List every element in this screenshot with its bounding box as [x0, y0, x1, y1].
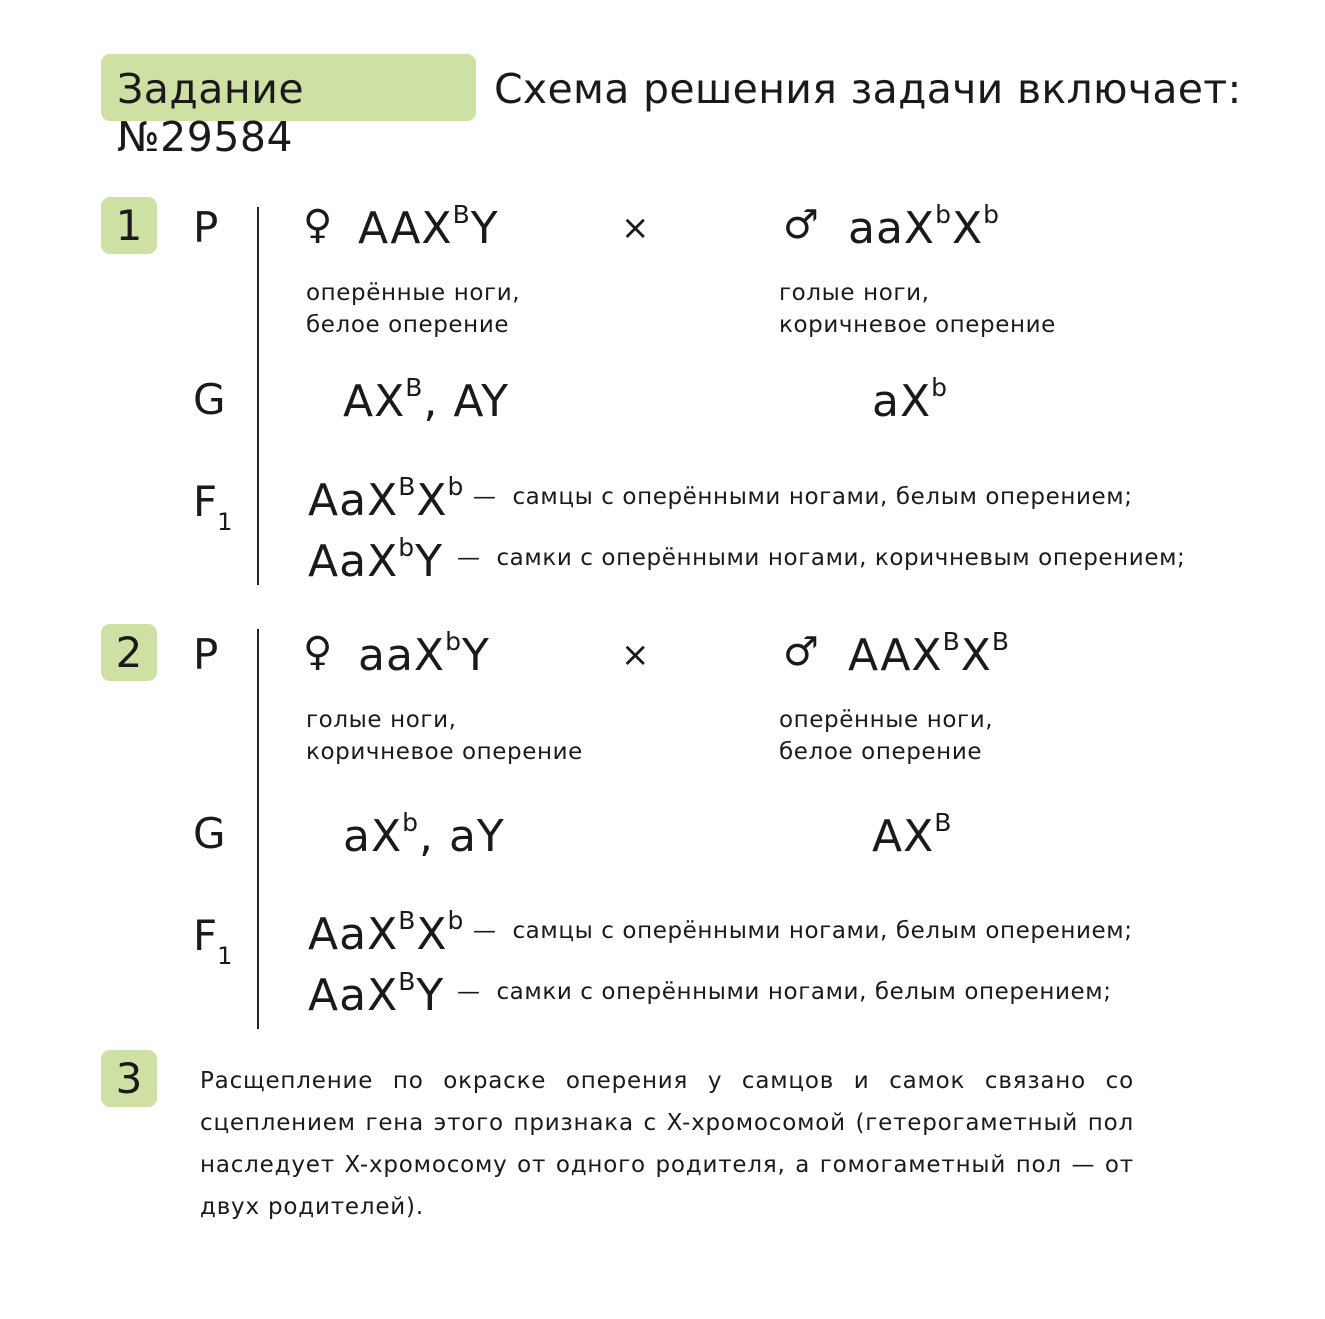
allele-superscript: b: [983, 200, 999, 229]
allele-superscript: B: [398, 906, 416, 935]
genotype-part: X: [951, 203, 984, 254]
allele-superscript: b: [402, 808, 418, 837]
genotype-part: X: [416, 909, 448, 960]
allele-superscript: b: [935, 200, 951, 229]
genotype-part: Y: [416, 970, 445, 1021]
allele-superscript: B: [398, 472, 416, 501]
offspring-text: самцы с оперёнными ногами, белым оперением;: [512, 484, 1133, 510]
phenotype-line: белое оперение: [306, 312, 510, 338]
offspring-label-sub: 1: [217, 942, 233, 970]
phenotype-line: белое оперение: [779, 739, 983, 765]
genotype-part: , AY: [423, 376, 509, 427]
phenotype-line: голые ноги,: [306, 707, 457, 733]
task-number-badge: [101, 54, 476, 161]
offspring-description: [457, 545, 1185, 571]
phenotype-line: коричневое оперение: [779, 312, 1056, 338]
genotype-part: X: [416, 475, 448, 526]
genotype-part: Y: [470, 203, 499, 254]
genotype-part: AAX: [848, 630, 943, 681]
allele-superscript: B: [991, 627, 1010, 656]
step-2-number: 2: [115, 628, 143, 677]
step-1-badge: [101, 197, 157, 254]
genotype-part: AX: [343, 376, 406, 427]
parents-label: P: [193, 203, 219, 252]
genotype-part: aaX: [358, 630, 446, 681]
parents-label: P: [193, 630, 219, 679]
section-2-divider: [257, 629, 259, 1029]
step-2-badge: [101, 624, 157, 681]
dash: —: [473, 918, 497, 944]
allele-superscript: b: [445, 627, 461, 656]
gametes-label: G: [193, 375, 226, 424]
allele-superscript: B: [405, 373, 423, 402]
allele-superscript: b: [447, 906, 464, 935]
offspring-genotype: [308, 533, 443, 587]
cross-sign: ×: [621, 635, 650, 675]
offspring-genotype: [308, 472, 464, 526]
male-phenotype: [779, 704, 1199, 768]
phenotype-line: оперённые ноги,: [306, 280, 521, 306]
step-3-badge: [101, 1050, 157, 1107]
genotype-part: , aY: [418, 811, 505, 862]
cross-sign: ×: [621, 208, 650, 248]
dash: —: [457, 545, 481, 571]
offspring-label-f: F: [193, 477, 218, 526]
genotype-part: AX: [872, 811, 935, 862]
conclusion-text: Расщепление по окраске оперения у самцов и самок связано со сцеплением гена этого признака с X-хромосомой (гетерогаметный пол наследует X-хромосому от одного родителя, а гомогаметный пол — от двух родителей).: [200, 1068, 1134, 1220]
genotype-part: aX: [872, 376, 932, 427]
genotype-part: aX: [343, 811, 403, 862]
female-phenotype: [306, 277, 726, 341]
step-3-number: 3: [115, 1054, 143, 1103]
phenotype-line: оперённые ноги,: [779, 707, 994, 733]
gametes-label: G: [193, 809, 226, 858]
female-symbol-icon: ♀: [303, 629, 333, 675]
phenotype-line: голые ноги,: [779, 280, 930, 306]
offspring-genotype: [308, 906, 464, 960]
offspring-text: самки с оперёнными ногами, белым оперением;: [496, 979, 1112, 1005]
phenotype-line: коричневое оперение: [306, 739, 583, 765]
offspring-genotype: [308, 967, 444, 1021]
allele-superscript: B: [934, 808, 952, 837]
genotype-part: Y: [415, 536, 443, 587]
genotype-part: AaX: [308, 970, 399, 1021]
step-1-number: 1: [115, 201, 143, 250]
offspring-label: [193, 911, 232, 970]
genotype-part: AaX: [308, 536, 399, 587]
genotype-part: AaX: [308, 909, 399, 960]
female-gametes: [343, 373, 509, 427]
male-genotype: [848, 200, 1000, 254]
offspring-label: [193, 477, 232, 536]
allele-superscript: B: [452, 200, 470, 229]
genotype-part: X: [960, 630, 992, 681]
female-gametes: [343, 808, 505, 862]
male-gametes: [872, 808, 952, 862]
male-phenotype: [779, 277, 1199, 341]
genotype-part: aaX: [848, 203, 936, 254]
offspring-description: [473, 484, 1133, 510]
dash: —: [457, 979, 481, 1005]
dash: —: [473, 484, 497, 510]
offspring-label-sub: 1: [217, 508, 233, 536]
female-symbol-icon: ♀: [303, 202, 333, 248]
task-number-label: Задание №29584: [117, 65, 305, 161]
male-symbol-icon: ♂: [783, 202, 819, 248]
allele-superscript: b: [447, 472, 464, 501]
female-genotype: [358, 200, 499, 254]
genotype-part: AAX: [358, 203, 453, 254]
allele-superscript: b: [398, 533, 415, 562]
offspring-text: самцы с оперёнными ногами, белым оперением;: [512, 918, 1133, 944]
section-1-divider: [257, 207, 259, 585]
offspring-description: [473, 918, 1133, 944]
offspring-description: [457, 979, 1112, 1005]
male-gametes: [872, 373, 948, 427]
female-phenotype: [306, 704, 726, 768]
allele-superscript: B: [398, 967, 416, 996]
genotype-part: AaX: [308, 475, 399, 526]
allele-superscript: B: [942, 627, 960, 656]
page-title: Схема решения задачи включает:: [494, 65, 1242, 113]
offspring-label-f: F: [193, 911, 218, 960]
male-symbol-icon: ♂: [783, 629, 819, 675]
offspring-text: самки с оперёнными ногами, коричневым оперением;: [496, 545, 1186, 571]
allele-superscript: b: [931, 373, 947, 402]
genotype-part: Y: [461, 630, 490, 681]
female-genotype: [358, 627, 490, 681]
male-genotype: [848, 627, 1010, 681]
